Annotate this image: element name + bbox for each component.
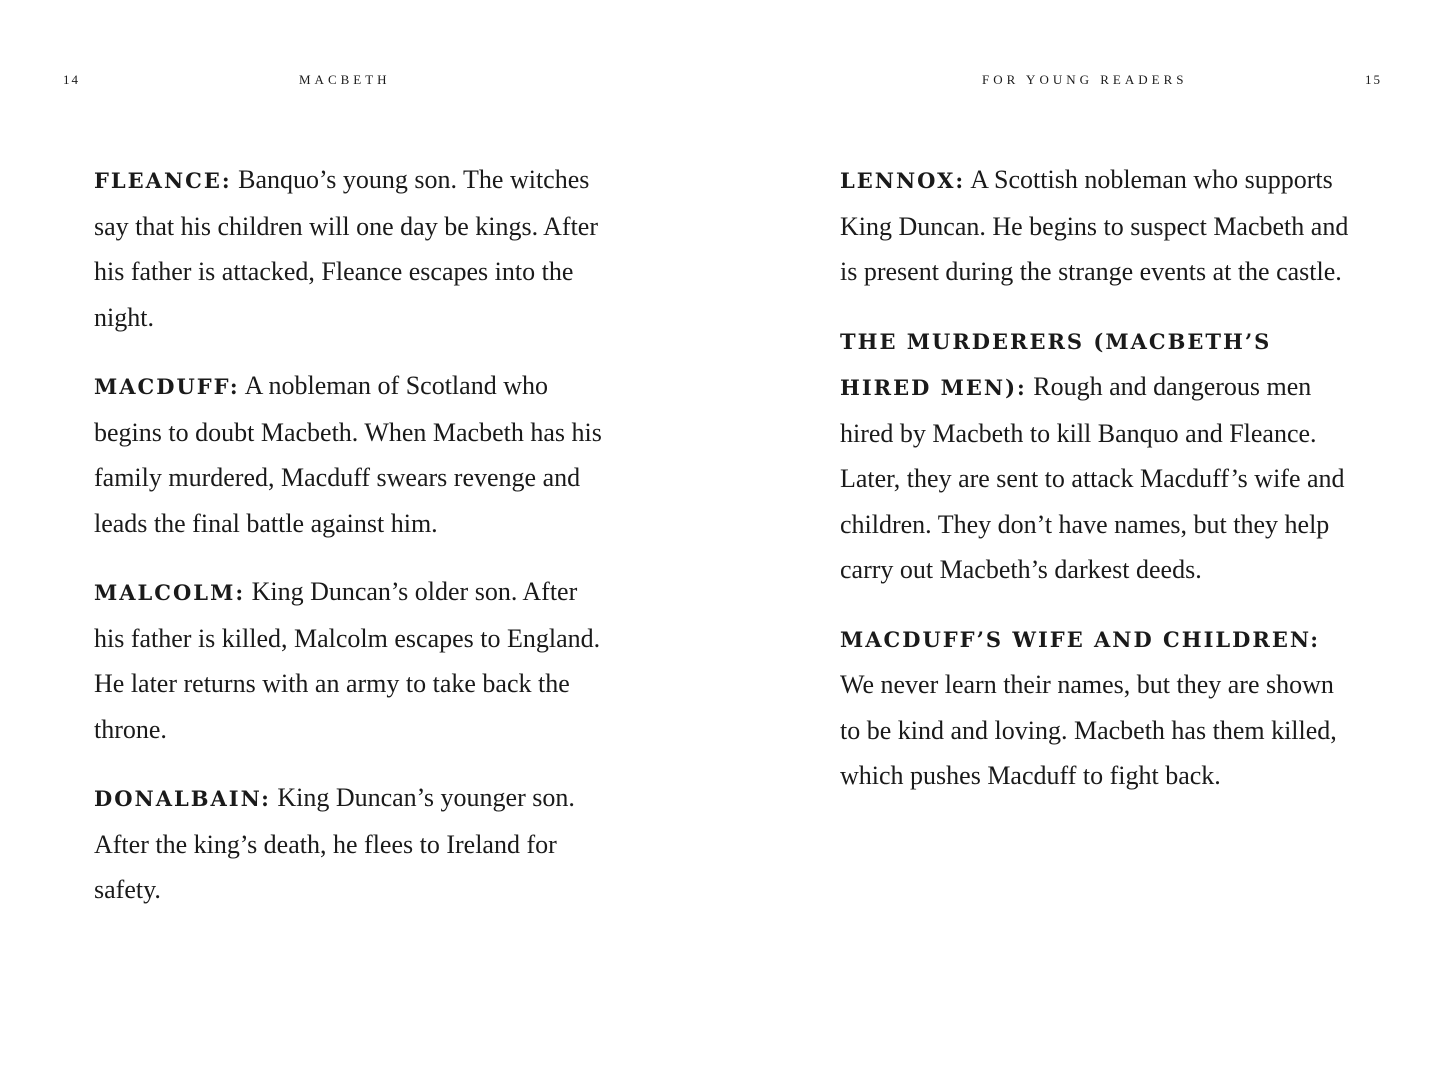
character-description: We never learn their names, but they are shown to be kind and loving. Macbeth has them killed, which pushes Macduff to fight back. (840, 670, 1337, 790)
character-description: King Duncan’s younger son. After the king’s death, he flees to Ireland for safety. (94, 783, 575, 904)
character-entry-macduff (94, 363, 614, 546)
character-description: Banquo’s young son. The witches say that his children will one day be kings. After his father is attacked, Fleance escapes into the night. (94, 165, 599, 332)
page-number: 14 (63, 72, 80, 87)
character-name: DONALBAIN: (94, 786, 271, 811)
character-entry-fleance (94, 157, 614, 340)
character-list (94, 157, 614, 936)
character-entry-macduffs-family (840, 616, 1360, 799)
character-entry-malcolm (94, 569, 614, 752)
character-description: King Duncan’s older son. After his father is killed, Malcolm escapes to England. He later returns with an army to take back the throne. (94, 577, 601, 744)
character-name: FLEANCE: (94, 168, 232, 193)
character-description: A nobleman of Scotland who begins to doubt Macbeth. When Macbeth has his family murdered, Macduff swears revenge and leads the final battle against him. (94, 371, 602, 538)
character-description: Rough and dangerous men hired by Macbeth to kill Banquo and Fleance. Later, they are sent to attack Macduff’s wife and children. They don’t have names, but they help carry out Macbeth’s darkest deeds. (840, 372, 1345, 584)
character-name: MACDUFF: (94, 374, 240, 399)
running-head: MACBETH (299, 72, 391, 87)
left-page (0, 0, 722, 1068)
right-page (722, 0, 1445, 1068)
character-list (840, 157, 1360, 822)
running-head: FOR YOUNG READERS (982, 72, 1188, 87)
character-entry-lennox (840, 157, 1360, 295)
character-name: THE MURDERERS (MACBETH’S HIRED MEN): (840, 328, 1272, 400)
page-number: 15 (1365, 72, 1382, 87)
character-entry-donalbain (94, 775, 614, 913)
character-name: MACDUFF’S WIFE AND CHILDREN: (840, 626, 1321, 652)
character-description: A Scottish nobleman who supports King Duncan. He begins to suspect Macbeth and is present during the strange events at the castle. (840, 165, 1349, 286)
character-name: LENNOX: (840, 168, 966, 193)
character-entry-murderers (840, 318, 1360, 593)
character-name: MALCOLM: (94, 580, 246, 605)
